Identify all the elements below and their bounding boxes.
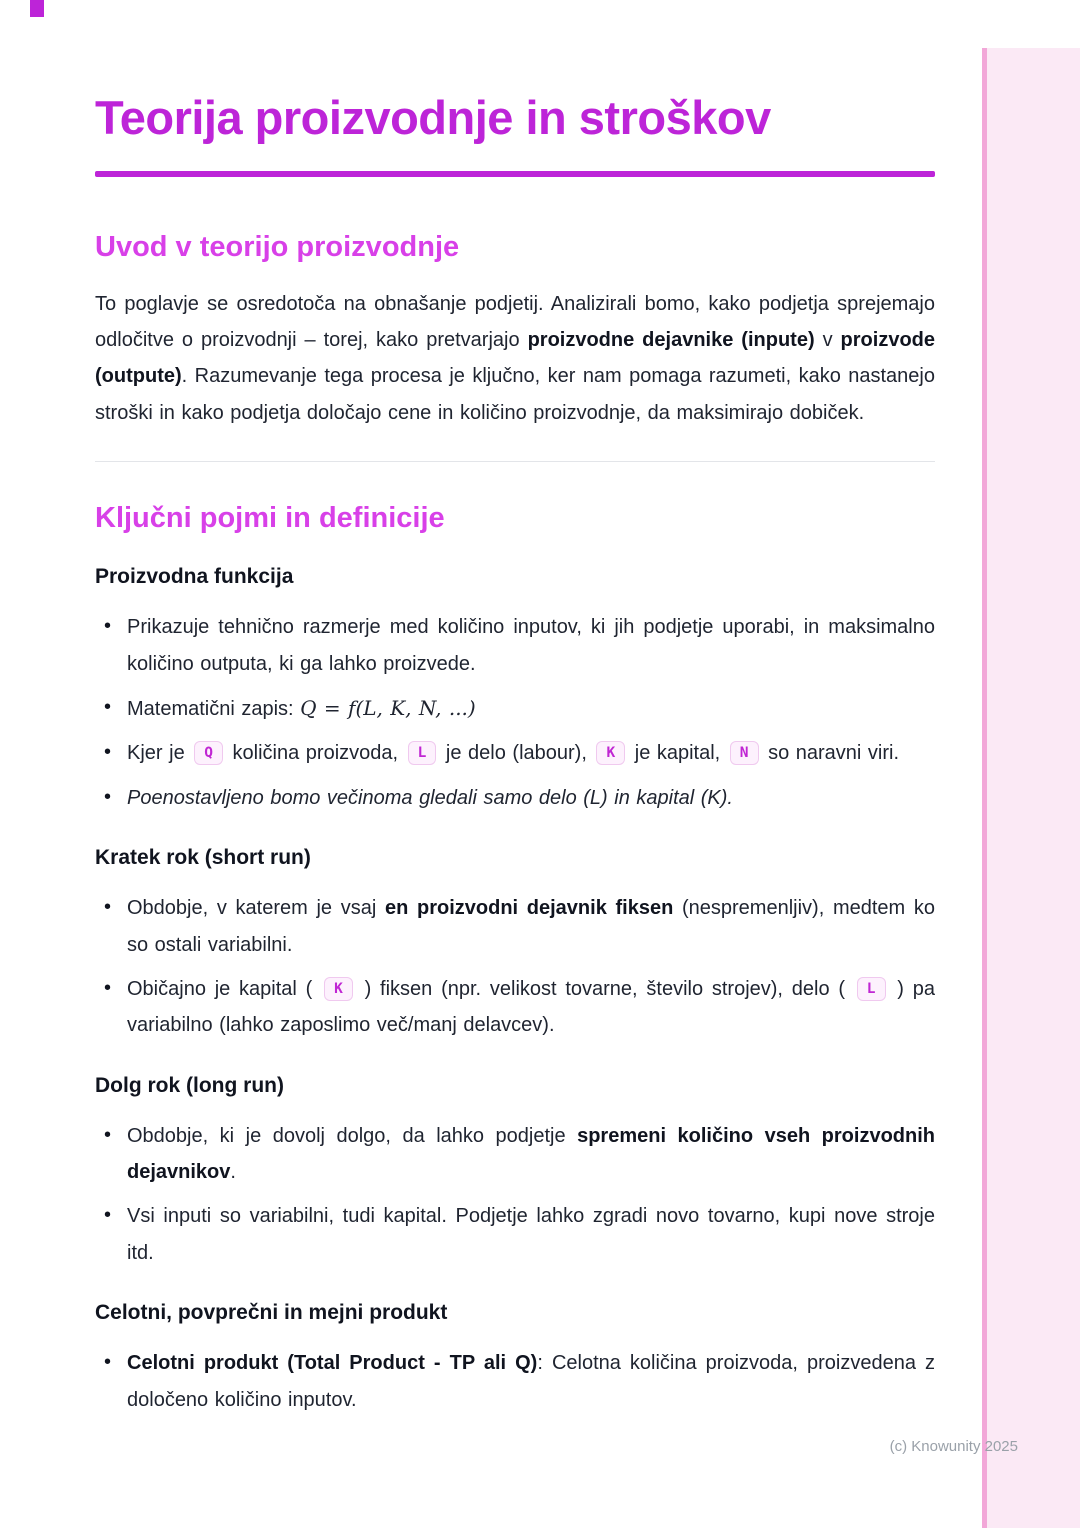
list-item	[95, 890, 935, 963]
inline-code-badge: K	[596, 741, 625, 765]
text-segment: spremeni količino vseh proizvodnih dejavnikov	[127, 1124, 936, 1184]
inline-code-badge: L	[857, 977, 886, 1001]
text-segment: Vsi inputi so variabilni, tudi kapital. Podjetje lahko zgradi novo tovarno, kupi nove stroje itd.	[127, 1205, 935, 1264]
bullet-list-dolg-rok	[95, 1118, 935, 1272]
text-segment: Kjer je	[127, 742, 192, 765]
text-segment: je kapital,	[628, 742, 727, 765]
text-segment: Obdobje, v katerem je vsaj	[127, 897, 385, 920]
section-divider	[95, 461, 935, 462]
text-segment: ) fiksen (npr. velikost tovarne, število strojev), delo (	[355, 977, 854, 1000]
watermark: (c) Knowunity 2025	[889, 1438, 1018, 1455]
text-segment: so naravni viri.	[761, 742, 900, 765]
text-segment: To poglavje se osredotoča na obnašanje podjetij. Analizirali bomo, kako podjetja sprejemajo odločitve o proizvodnji – torej, kako pretvarjajo	[95, 292, 935, 352]
list-item	[95, 1118, 935, 1191]
section-heading-intro: Uvod v teorijo proizvodnje	[95, 230, 460, 263]
text-segment: . Razumevanje tega procesa je ključno, ker nam pomaga razumeti, kako nastanejo stroški in kako podjetja določajo cene in količino proizvodnje, da maksimirajo dobiček.	[95, 365, 935, 424]
text-segment: Poenostavljeno bomo večinoma gledali samo delo (L) in kapital (K).	[127, 786, 733, 809]
text-segment: Prikazuje tehnično razmerje med količino inputov, ki jih podjetje uporabi, in maksimalno količino outputa, ki ga lahko proizvede.	[127, 616, 935, 675]
list-item	[95, 971, 935, 1044]
inline-code-badge: K	[324, 977, 353, 1001]
subsection-title-dolg-rok: Dolg rok (long run)	[95, 1073, 284, 1097]
text-segment: proizvodne dejavnike (inpute)	[527, 329, 815, 352]
bullet-list-celotni-produkt	[95, 1345, 935, 1418]
text-segment: en proizvodni dejavnik fiksen	[384, 897, 674, 920]
text-segment: Q = f(L, K, N, ...)	[300, 695, 476, 720]
subsection-title-celotni-produkt: Celotni, povprečni in mejni produkt	[95, 1301, 448, 1325]
page-title: Teorija proizvodnje in stroškov	[95, 91, 771, 144]
title-underline-rule	[95, 171, 935, 177]
list-item	[95, 780, 935, 816]
text-segment: v	[814, 329, 841, 352]
text-segment: je delo (labour),	[439, 742, 594, 765]
text-segment: Matematični zapis:	[127, 697, 301, 720]
intro-paragraph	[95, 286, 935, 432]
bullet-list-kratek-rok	[95, 890, 935, 1044]
inline-code-badge: L	[408, 741, 437, 765]
text-segment: proizvode (outpute)	[95, 329, 935, 388]
list-item	[95, 1345, 935, 1418]
list-item	[95, 690, 935, 727]
text-segment: Običajno je kapital (	[127, 977, 322, 1000]
text-segment: (nespremenljiv), medtem ko so ostali variabilni.	[127, 897, 935, 956]
list-item	[95, 1198, 935, 1271]
bullet-list-proizvodna-funkcija	[95, 609, 935, 816]
text-segment: Obdobje, ki je dovolj dolgo, da lahko podjetje	[127, 1124, 578, 1147]
text-segment: ) pa variabilno (lahko zaposlimo več/manj delavcev).	[127, 977, 935, 1037]
inline-code-badge: N	[730, 741, 759, 765]
inline-code-badge: Q	[194, 741, 223, 765]
text-segment: .	[230, 1161, 236, 1184]
section-heading-key-terms: Ključni pojmi in definicije	[95, 502, 445, 535]
list-item	[95, 609, 935, 682]
subsection-title-proizvodna-funkcija: Proizvodna funkcija	[95, 565, 294, 589]
subsection-title-kratek-rok: Kratek rok (short run)	[95, 846, 311, 870]
list-item	[95, 735, 935, 771]
text-segment: količina proizvoda,	[225, 742, 405, 765]
text-segment: Celotni produkt (Total Product - TP ali Q)	[127, 1352, 538, 1375]
text-segment: : Celotna količina proizvoda, proizvedena z določeno količino inputov.	[127, 1352, 935, 1411]
